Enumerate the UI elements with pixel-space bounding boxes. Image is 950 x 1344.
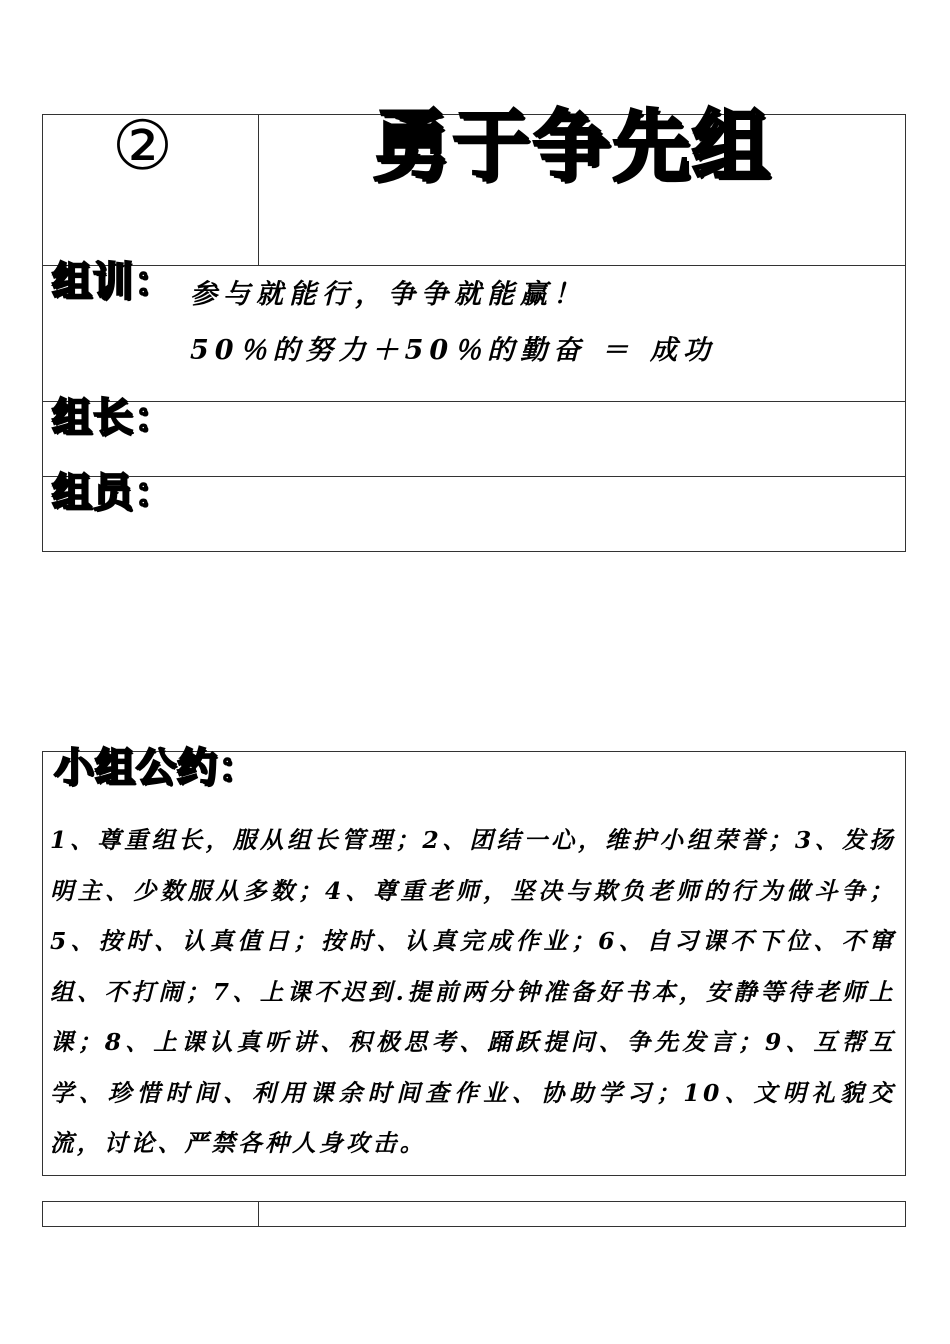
leader-label: 组长： [52, 395, 175, 441]
footer-table-divider [258, 1201, 259, 1227]
rules-label: 小组公约： [54, 745, 259, 791]
footer-table [42, 1201, 906, 1227]
group-title [372, 102, 773, 192]
rules-text: 1、尊重组长，服从组长管理；2、团结一心，维护小组荣誉；3、发扬明主、少数服从多数；4、尊重老师，坚决与欺负老师的行为做斗争；5、按时、认真值日；按时、认真完成作业；6、自习课不下位、不窜组、不打闹；7、上课不迟到.提前两分钟准备好书本，安静等待老师上课；8、上课认真听讲、积极思考、踊跃提问、争先发言；9、互帮互学、珍惜时间、利用课余时间查作业、协助学习；10、文明礼貌交流，讨论、严禁各种人身攻击。 [50, 826, 896, 1157]
motto-line-1: 参与就能行，争争就能赢！ [190, 279, 586, 310]
group-name: 勇于争先 [372, 102, 693, 192]
group-table-divider [258, 114, 259, 265]
group-name-suffix: 组 [692, 102, 773, 192]
motto-label: 组训： [52, 259, 175, 305]
group-number: ② [112, 107, 173, 186]
members-label: 组员： [52, 470, 175, 516]
motto-line-2: 50％的努力＋50％的勤奋 ＝ 成功 [190, 335, 716, 366]
